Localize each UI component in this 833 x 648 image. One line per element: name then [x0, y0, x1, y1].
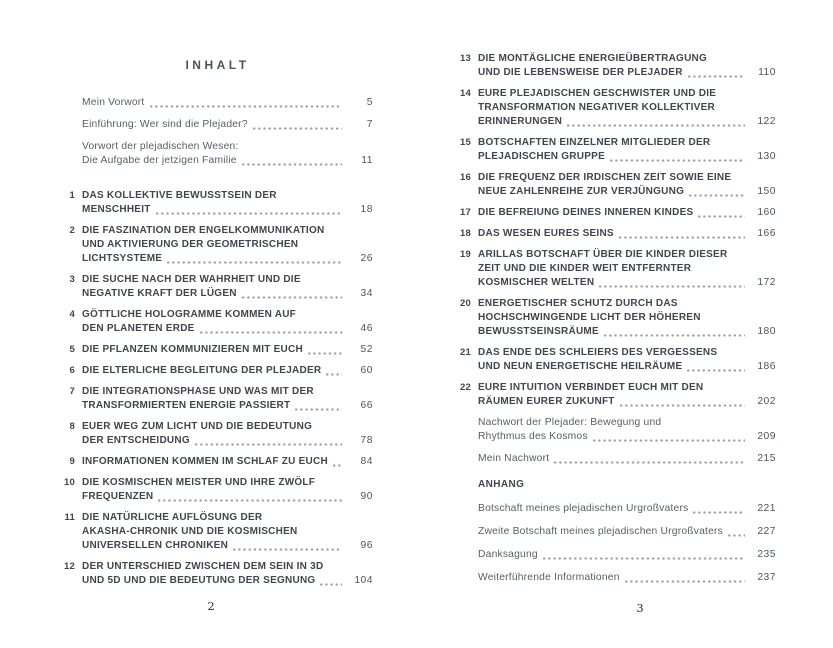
- toc-entry: [458, 571, 776, 585]
- dot-leader: [333, 464, 342, 467]
- entry-title: [478, 452, 776, 466]
- entry-title: [82, 364, 373, 378]
- entry-title: [478, 381, 776, 409]
- dot-leader: [687, 369, 745, 372]
- dot-leader: [167, 261, 342, 264]
- chapter-number: 1: [69, 190, 75, 201]
- entry-line: EURE PLEJADISCHEN GESCHWISTER UND DIE: [478, 88, 717, 99]
- entry-last-line: [82, 490, 373, 504]
- entry-title: [478, 136, 776, 164]
- chapter-number: 10: [64, 477, 75, 488]
- entry-last-line: [478, 430, 776, 444]
- dot-leader: [619, 236, 745, 239]
- entry-last-line: [478, 360, 776, 374]
- entry-title: [82, 140, 373, 168]
- entry-line: HOCHSCHWINGENDE LICHT DER HÖHEREN: [478, 312, 701, 323]
- toc-entry: [62, 224, 373, 266]
- entry-line: GÖTTLICHE HOLOGRAMME KOMMEN AUF: [82, 309, 297, 320]
- entry-line: DIE BEFREIUNG DEINES INNEREN KINDES: [478, 207, 694, 218]
- entry-title: [478, 548, 776, 562]
- dot-leader: [620, 404, 745, 407]
- entry-line: DIE PFLANZEN KOMMUNIZIEREN MIT EUCH: [82, 344, 303, 355]
- page-number-right: 3: [636, 601, 644, 615]
- dot-leader: [320, 583, 342, 586]
- entry-title: [82, 189, 373, 217]
- chapter-list-right: [458, 52, 776, 409]
- dot-leader: [728, 534, 745, 537]
- chapter-number: 9: [69, 456, 75, 467]
- dot-leader: [693, 511, 745, 514]
- front-matter-list: [62, 96, 373, 168]
- section-divider: [62, 176, 373, 189]
- dot-leader: [599, 285, 745, 288]
- entry-last-line: [82, 434, 373, 448]
- entry-title: [478, 171, 776, 199]
- toc-entry: [458, 416, 776, 444]
- entry-line: DER ENTSCHEIDUNG: [82, 435, 190, 446]
- toc-entry: [458, 525, 776, 539]
- entry-last-line: [82, 154, 373, 168]
- entry-last-line: [478, 185, 776, 199]
- toc-entry: [62, 273, 373, 301]
- page-number: 209: [757, 431, 776, 442]
- entry-line: LICHTSYSTEME: [82, 253, 163, 264]
- entry-line: DAS KOLLEKTIVE BEWUSSTSEIN DER: [82, 190, 277, 201]
- toc-entry: [458, 346, 776, 374]
- entry-line: Nachwort der Plejader: Bewegung und: [478, 417, 662, 428]
- dot-leader: [593, 439, 745, 442]
- entry-line: DIE INTEGRATIONSPHASE UND WAS MIT DER: [82, 386, 314, 397]
- page-number: 46: [360, 323, 373, 334]
- entry-line: DAS ENDE DES SCHLEIERS DES VERGESSENS: [478, 347, 718, 358]
- toc-entry: [62, 189, 373, 217]
- dot-leader: [554, 461, 745, 464]
- entry-last-line: [82, 364, 373, 378]
- entry-line: NEGATIVE KRAFT DER LÜGEN: [82, 288, 237, 299]
- dot-leader: [604, 334, 745, 337]
- entry-title: [82, 511, 373, 553]
- entry-title: [82, 476, 373, 504]
- entry-line: DIE SUCHE NACH DER WAHRHEIT UND DIE: [82, 274, 301, 285]
- page-number: 215: [757, 453, 776, 464]
- dot-leader: [242, 296, 342, 299]
- number-spacer: [458, 452, 471, 466]
- toc-entry: [62, 140, 373, 168]
- entry-line: FREQUENZEN: [82, 491, 154, 502]
- entry-last-line: [82, 399, 373, 413]
- entry-last-line: [478, 227, 776, 241]
- entry-line: UND 5D UND DIE BEDEUTUNG DER SEGNUNG: [82, 575, 316, 586]
- page-number-left: 2: [207, 599, 215, 613]
- chapter-number: 14: [460, 88, 471, 99]
- entry-line: Mein Nachwort: [478, 453, 550, 464]
- toc-entry: [458, 248, 776, 290]
- entry-line: RÄUMEN EURER ZUKUNFT: [478, 396, 615, 407]
- entry-line: AKASHA-CHRONIK UND DIE KOSMISCHEN: [82, 526, 298, 537]
- toc-entry: [458, 548, 776, 562]
- entry-line: BOTSCHAFTEN EINZELNER MITGLIEDER DER: [478, 137, 711, 148]
- page-number: 34: [360, 288, 373, 299]
- number-spacer: [458, 502, 471, 516]
- chapter-number: 11: [64, 512, 75, 523]
- dot-leader: [150, 105, 343, 108]
- entry-line: UNIVERSELLEN CHRONIKEN: [82, 540, 229, 551]
- entry-last-line: [478, 150, 776, 164]
- entry-line: DIE NATÜRLICHE AUFLÖSUNG DER: [82, 512, 263, 523]
- entry-last-line: [82, 574, 373, 588]
- entry-line: DIE MONTÄGLICHE ENERGIEÜBERTRAGUNG: [478, 53, 708, 64]
- entry-last-line: [82, 539, 373, 553]
- entry-line: ENERGETISCHER SCHUTZ DURCH DAS: [478, 298, 678, 309]
- toc-entry: [62, 385, 373, 413]
- entry-line: Die Aufgabe der jetzigen Familie: [82, 155, 237, 166]
- page-number: 18: [360, 204, 373, 215]
- entry-last-line: [478, 115, 776, 129]
- entry-line: Botschaft meines plejadischen Urgroßvaters: [478, 503, 689, 514]
- entry-line: Einführung: Wer sind die Plejader?: [82, 119, 248, 130]
- dot-leader: [158, 499, 342, 502]
- dot-leader: [242, 163, 342, 166]
- entry-line: Rhythmus des Kosmos: [478, 431, 588, 442]
- entry-line: DIE KOSMISCHEN MEISTER UND IHRE ZWÖLF: [82, 477, 316, 488]
- toc-entry: [458, 381, 776, 409]
- dot-leader: [295, 408, 342, 411]
- contents-heading: INHALT: [185, 58, 250, 72]
- number-spacer: [458, 416, 471, 444]
- number-spacer: [458, 571, 471, 585]
- toc-left-page: [62, 58, 373, 595]
- toc-entry: [62, 560, 373, 588]
- toc-entry: [458, 297, 776, 339]
- entry-line: UND NEUN ENERGETISCHE HEILRÄUME: [478, 361, 683, 372]
- page-number: 186: [757, 361, 776, 372]
- entry-line: BEWUSSTSEINSRÄUME: [478, 326, 599, 337]
- entry-line: UND DIE LEBENSWEISE DER PLEJADER: [478, 67, 683, 78]
- entry-title: [82, 96, 373, 110]
- entry-title: [82, 224, 373, 266]
- number-spacer: [62, 118, 75, 132]
- anhang-list: [458, 502, 776, 585]
- page-number: 221: [757, 503, 776, 514]
- page-number: 84: [360, 456, 373, 467]
- dot-leader: [156, 212, 342, 215]
- entry-last-line: [82, 455, 373, 469]
- entry-last-line: [478, 525, 776, 539]
- entry-title: [478, 571, 776, 585]
- entry-title: [82, 273, 373, 301]
- entry-line: PLEJADISCHEN GRUPPE: [478, 151, 605, 162]
- entry-last-line: [478, 66, 776, 80]
- page-number: 66: [360, 400, 373, 411]
- page-number: 96: [360, 540, 373, 551]
- page-number: 11: [361, 155, 373, 166]
- entry-title: [478, 416, 776, 444]
- entry-title: [82, 343, 373, 357]
- page-number: 78: [360, 435, 373, 446]
- chapter-number: 2: [69, 225, 75, 236]
- entry-line: Mein Vorwort: [82, 97, 145, 108]
- entry-last-line: [82, 343, 373, 357]
- page-number: 110: [758, 67, 776, 78]
- toc-entry: [62, 308, 373, 336]
- entry-last-line: [82, 96, 373, 110]
- page-number: 130: [757, 151, 776, 162]
- dot-leader: [567, 124, 745, 127]
- entry-last-line: [478, 206, 776, 220]
- dot-leader: [200, 331, 342, 334]
- entry-last-line: [82, 322, 373, 336]
- entry-last-line: [478, 452, 776, 466]
- chapter-number: 4: [69, 309, 75, 320]
- number-spacer: [62, 140, 75, 168]
- entry-last-line: [82, 118, 373, 132]
- page-number: 104: [354, 575, 373, 586]
- chapter-number: 12: [64, 561, 75, 572]
- entry-line: DIE FREQUENZ DER IRDISCHEN ZEIT SOWIE EINE: [478, 172, 732, 183]
- entry-line: KOSMISCHER WELTEN: [478, 277, 595, 288]
- page-number: 150: [757, 186, 776, 197]
- chapter-number: 15: [460, 137, 471, 148]
- dot-leader: [698, 215, 745, 218]
- entry-last-line: [478, 571, 776, 585]
- page-number: 172: [757, 277, 776, 288]
- anhang-heading: ANHANG: [478, 479, 525, 490]
- entry-title: [82, 560, 373, 588]
- page-number: 26: [360, 253, 373, 264]
- toc-entry: [62, 455, 373, 469]
- number-spacer: [458, 525, 471, 539]
- chapter-number: 6: [69, 365, 75, 376]
- page-number: 237: [757, 572, 776, 583]
- entry-title: [82, 420, 373, 448]
- toc-entry: [458, 452, 776, 466]
- page-number: 122: [757, 116, 776, 127]
- page-number: 90: [360, 491, 373, 502]
- chapter-number: 20: [460, 298, 471, 309]
- entry-line: TRANSFORMATION NEGATIVER KOLLEKTIVER: [478, 102, 715, 113]
- entry-line: DAS WESEN EURES SEINS: [478, 228, 614, 239]
- dot-leader: [308, 352, 342, 355]
- entry-line: TRANSFORMIERTEN ENERGIE PASSIERT: [82, 400, 291, 411]
- entry-title: [82, 455, 373, 469]
- chapter-number: 22: [460, 382, 471, 393]
- entry-line: ARILLAS BOTSCHAFT ÜBER DIE KINDER DIESER: [478, 249, 728, 260]
- page-number: 7: [366, 119, 373, 130]
- entry-line: Zweite Botschaft meines plejadischen Urgroßvaters: [478, 526, 724, 537]
- toc-entry: [458, 171, 776, 199]
- page-number: 227: [757, 526, 776, 537]
- page-number: 5: [366, 97, 373, 108]
- chapter-number: 19: [460, 249, 471, 260]
- entry-line: DEN PLANETEN ERDE: [82, 323, 195, 334]
- page-number: 166: [757, 228, 776, 239]
- chapter-number: 17: [460, 207, 471, 218]
- page-number: 60: [360, 365, 373, 376]
- toc-entry: [62, 364, 373, 378]
- entry-line: UND AKTIVIERUNG DER GEOMETRISCHEN: [82, 239, 299, 250]
- dot-leader: [688, 75, 745, 78]
- entry-last-line: [82, 287, 373, 301]
- toc-right-page: [458, 52, 776, 594]
- number-spacer: [458, 548, 471, 562]
- chapter-number: 3: [69, 274, 75, 285]
- page-number: 52: [360, 344, 373, 355]
- entry-line: INFORMATIONEN KOMMEN IM SCHLAF ZU EUCH: [82, 456, 328, 467]
- entry-last-line: [478, 548, 776, 562]
- back-matter-list: [458, 416, 776, 466]
- entry-title: [478, 227, 776, 241]
- dot-leader: [195, 443, 342, 446]
- entry-title: [478, 525, 776, 539]
- dot-leader: [625, 580, 745, 583]
- entry-line: Weiterführende Informationen: [478, 572, 620, 583]
- toc-entry: [458, 52, 776, 80]
- number-spacer: [62, 96, 75, 110]
- dot-leader: [543, 557, 745, 560]
- entry-title: [478, 248, 776, 290]
- toc-entry: [458, 136, 776, 164]
- chapter-number: 18: [460, 228, 471, 239]
- toc-entry: [62, 420, 373, 448]
- chapter-number: 5: [69, 344, 75, 355]
- dot-leader: [689, 194, 745, 197]
- page-number: 202: [757, 396, 776, 407]
- entry-last-line: [478, 325, 776, 339]
- toc-entry: [62, 511, 373, 553]
- entry-last-line: [82, 203, 373, 217]
- entry-line: DIE ELTERLICHE BEGLEITUNG DER PLEJADER: [82, 365, 322, 376]
- toc-entry: [62, 96, 373, 110]
- entry-line: MENSCHHEIT: [82, 204, 151, 215]
- entry-title: [82, 118, 373, 132]
- entry-last-line: [478, 395, 776, 409]
- entry-title: [478, 87, 776, 129]
- toc-entry: [458, 87, 776, 129]
- entry-last-line: [478, 276, 776, 290]
- entry-last-line: [82, 252, 373, 266]
- dot-leader: [253, 127, 342, 130]
- entry-line: DER UNTERSCHIED ZWISCHEN DEM SEIN IN 3D: [82, 561, 324, 572]
- entry-title: [478, 502, 776, 516]
- toc-entry: [458, 227, 776, 241]
- entry-title: [82, 308, 373, 336]
- entry-line: ZEIT UND DIE KINDER WEIT ENTFERNTER: [478, 263, 692, 274]
- entry-line: EUER WEG ZUM LICHT UND DIE BEDEUTUNG: [82, 421, 313, 432]
- entry-line: ERINNERUNGEN: [478, 116, 563, 127]
- page-number: 235: [757, 549, 776, 560]
- entry-line: NEUE ZAHLENREIHE ZUR VERJÜNGUNG: [478, 186, 685, 197]
- entry-title: [478, 297, 776, 339]
- page-number: 180: [757, 326, 776, 337]
- page-number: 160: [757, 207, 776, 218]
- entry-line: EURE INTUITION VERBINDET EUCH MIT DEN: [478, 382, 704, 393]
- chapter-number: 8: [69, 421, 75, 432]
- entry-title: [82, 385, 373, 413]
- dot-leader: [326, 373, 342, 376]
- toc-entry: [458, 206, 776, 220]
- toc-entry: [62, 343, 373, 357]
- entry-title: [478, 206, 776, 220]
- chapter-number: 13: [460, 53, 471, 64]
- entry-title: [478, 52, 776, 80]
- toc-entry: [62, 476, 373, 504]
- chapter-number: 7: [69, 386, 75, 397]
- chapter-list-left: [62, 189, 373, 588]
- dot-leader: [233, 548, 342, 551]
- entry-line: Danksagung: [478, 549, 538, 560]
- toc-entry: [458, 502, 776, 516]
- entry-last-line: [478, 502, 776, 516]
- toc-entry: [62, 118, 373, 132]
- entry-line: Vorwort der plejadischen Wesen:: [82, 141, 239, 152]
- chapter-number: 21: [460, 347, 471, 358]
- dot-leader: [610, 159, 745, 162]
- entry-title: [478, 346, 776, 374]
- chapter-number: 16: [460, 172, 471, 183]
- entry-line: DIE FASZINATION DER ENGELKOMMUNIKATION: [82, 225, 325, 236]
